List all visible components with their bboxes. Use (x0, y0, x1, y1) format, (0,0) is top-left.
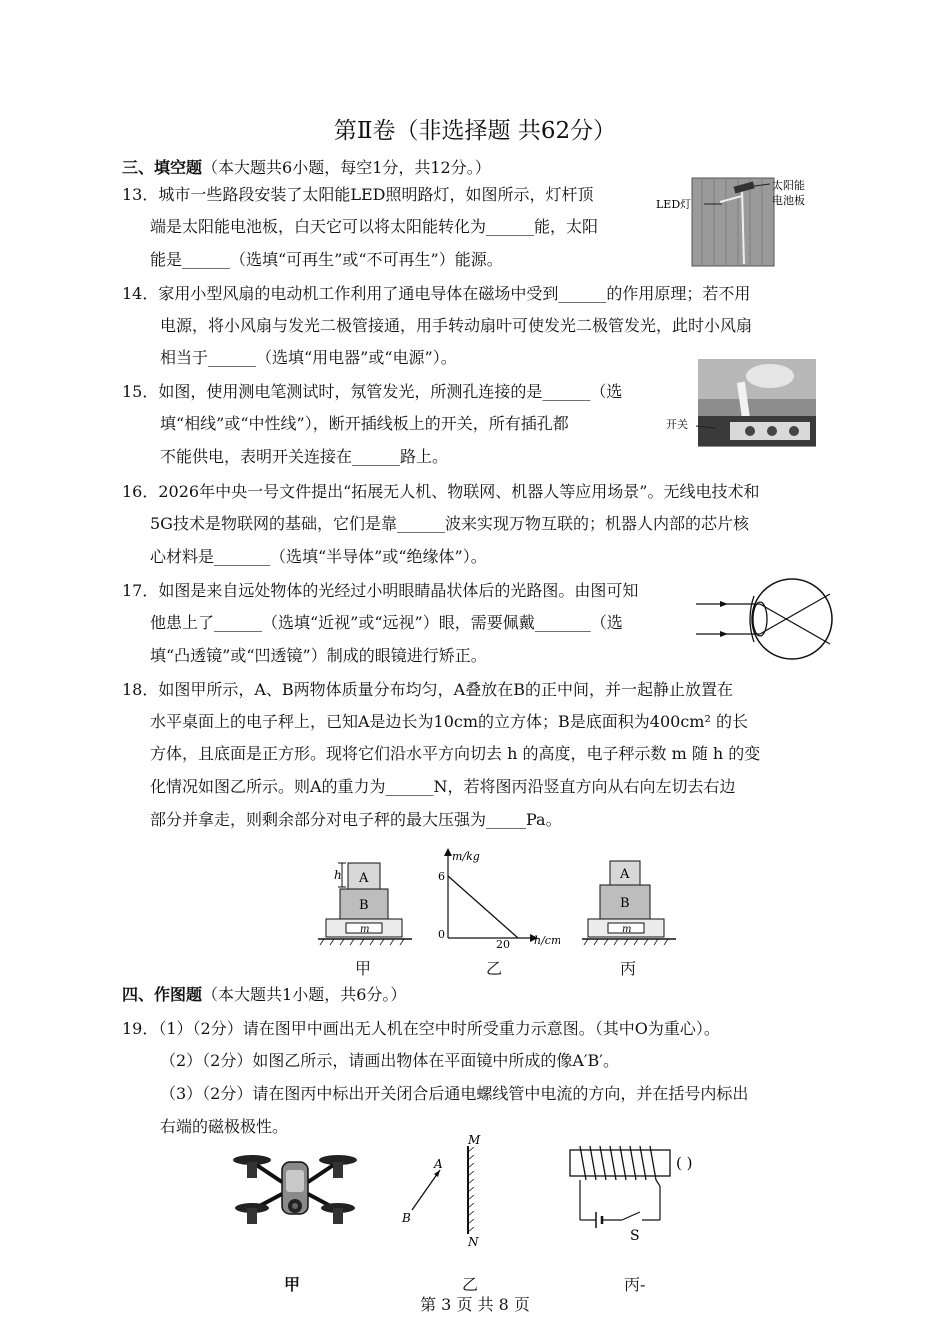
q19-mirror-A-label: A (434, 1157, 443, 1171)
q18-line-1: 18．如图甲所示，A、B两物体质量分布均匀，A叠放在B的正中间，并一起静止放置在 (122, 680, 733, 699)
q14-line-2: 电源，将小风扇与发光二极管接通，用手转动扇叶可使发光二极管发光，此时小风扇 (160, 316, 753, 335)
page-footer: 第 3 页 共 8 页 (420, 1295, 530, 1314)
q15-line-3: 不能供电，表明开关连接在______路上。 (160, 447, 449, 466)
graph-y-label: m/kg (452, 850, 480, 863)
q18-jia-m-label: m (360, 924, 370, 935)
graph-y-tick-6: 6 (438, 870, 445, 883)
q14-line-3: 相当于______（选填“用电器”或“电源”）。 (160, 348, 457, 367)
q19-pole-bracket: ( ) (676, 1154, 693, 1172)
q19-mirror-figure (394, 1130, 494, 1250)
q19-line-2: （2）（2分）如图乙所示，请画出物体在平面镜中所成的像A′B′。 (160, 1051, 619, 1070)
q19-mirror-B-label: B (402, 1211, 411, 1225)
q16-line-2: 5G技术是物联网的基础，它们是靠______波来实现万物互联的；机器人内部的芯片核 (150, 514, 749, 533)
q18-line-3: 方体，且底面是正方形。现将它们沿水平方向切去 h 的高度，电子秤示数 m 随 h 的变 (150, 744, 761, 763)
q13-streetlight-figure (652, 176, 822, 270)
q18-figure-jia (316, 855, 420, 950)
q19-caption-yi: 乙 (462, 1275, 479, 1294)
q19-line-4: 右端的磁极极性。 (160, 1117, 289, 1136)
q13-line-2: 端是太阳能电池板，白天它可以将太阳能转化为______能，太阳 (150, 217, 599, 236)
q19-line-3: （3）（2分）请在图丙中标出开关闭合后通电螺线管中电流的方向，并在括号内标出 (160, 1084, 749, 1103)
q17-line-3: 填“凸透镜”或“凹透镜”）制成的眼镜进行矫正。 (150, 646, 487, 665)
section-3-label: 三、填空题 (122, 158, 203, 177)
q13-line-1: 13．城市一些路段安装了太阳能LED照明路灯，如图所示，灯杆顶 (122, 185, 594, 204)
q18-jia-h-label: h (334, 868, 342, 882)
q18-bing-B-label: B (620, 896, 630, 911)
q18-caption-bing: 丙 (620, 959, 637, 978)
q19-mirror-M-label: M (468, 1133, 481, 1147)
q19-drone-figure (232, 1142, 358, 1230)
section-4-note: （本大题共1小题，共6分。） (202, 985, 407, 1004)
q18-line-5: 部分并拿走，则剩余部分对电子秤的最大压强为_____Pa。 (150, 810, 562, 829)
page-title: 第Ⅱ卷（非选择题 共62分） (333, 118, 617, 144)
q18-figure-bing (582, 855, 686, 950)
q16-line-1: 16．2026年中央一号文件提出“拓展无人机、物联网、机器人等应用场景”。无线电技术和 (122, 482, 760, 501)
q17-line-1: 17．如图是来自远处物体的光经过小明眼睛晶状体后的光路图。由图可知 (122, 581, 639, 600)
q17-line-2: 他患上了______（选填“近视”或“远视”）眼，需要佩戴_______（选 (150, 613, 623, 632)
section-4-heading (122, 982, 406, 1005)
q15-line-2: 填“相线”或“中性线”），断开插线板上的开关，所有插孔都 (160, 414, 569, 433)
q19-line-1: 19．（1）（2分）请在图甲中画出无人机在空中时所受重力示意图。（其中O为重心）。 (122, 1019, 720, 1038)
q18-jia-B-label: B (359, 898, 369, 913)
graph-x-tick-20: 20 (496, 938, 510, 950)
q15-tester-figure (666, 358, 818, 448)
q13-solar-label-1: 太阳能 (772, 179, 805, 192)
q18-line-4: 化情况如图乙所示。则A的重力为______N，若将图丙沿竖直方向从右向左切去右边 (150, 777, 736, 796)
q19-switch-S-label: S (630, 1228, 640, 1244)
q18-caption-yi: 乙 (486, 959, 503, 978)
q17-eye-diagram (692, 574, 838, 664)
graph-series-line (448, 876, 518, 938)
graph-x-label: h/cm (534, 934, 560, 947)
q19-mirror-N-label: N (468, 1235, 479, 1249)
graph-origin: 0 (438, 928, 445, 941)
q13-solar-label-2: 电池板 (772, 194, 805, 207)
q18-graph-yi (430, 846, 560, 950)
section-3-heading (122, 155, 491, 178)
section-3-note: （本大题共6小题，每空1分，共12分。） (202, 158, 491, 177)
q13-led-label: LED灯 (656, 198, 692, 211)
q19-caption-bing: 丙- (624, 1275, 646, 1294)
q18-bing-A-label: A (620, 867, 630, 882)
q15-switch-label: 开关 (666, 418, 688, 431)
q14-line-1: 14．家用小型风扇的电动机工作利用了通电导体在磁场中受到______的作用原理；若不用 (122, 284, 751, 303)
q15-line-1: 15．如图，使用测电笔测试时，氖管发光，所测孔连接的是______（选 (122, 382, 623, 401)
q18-caption-jia: 甲 (355, 959, 372, 978)
q18-jia-A-label: A (359, 871, 369, 886)
q18-line-2: 水平桌面上的电子秤上，已知A是边长为10cm的立方体；B是底面积为400cm² 的长 (150, 712, 748, 731)
section-4-label: 四、作图题 (122, 985, 203, 1004)
q19-caption-jia: 甲 (284, 1275, 301, 1294)
q18-bing-m-label: m (622, 924, 632, 935)
q16-line-3: 心材料是_______（选填“半导体”或“绝缘体”）。 (150, 547, 487, 566)
q13-line-3: 能是______（选填“可再生”或“不可再生”）能源。 (150, 250, 503, 269)
q19-solenoid-figure (560, 1140, 730, 1244)
